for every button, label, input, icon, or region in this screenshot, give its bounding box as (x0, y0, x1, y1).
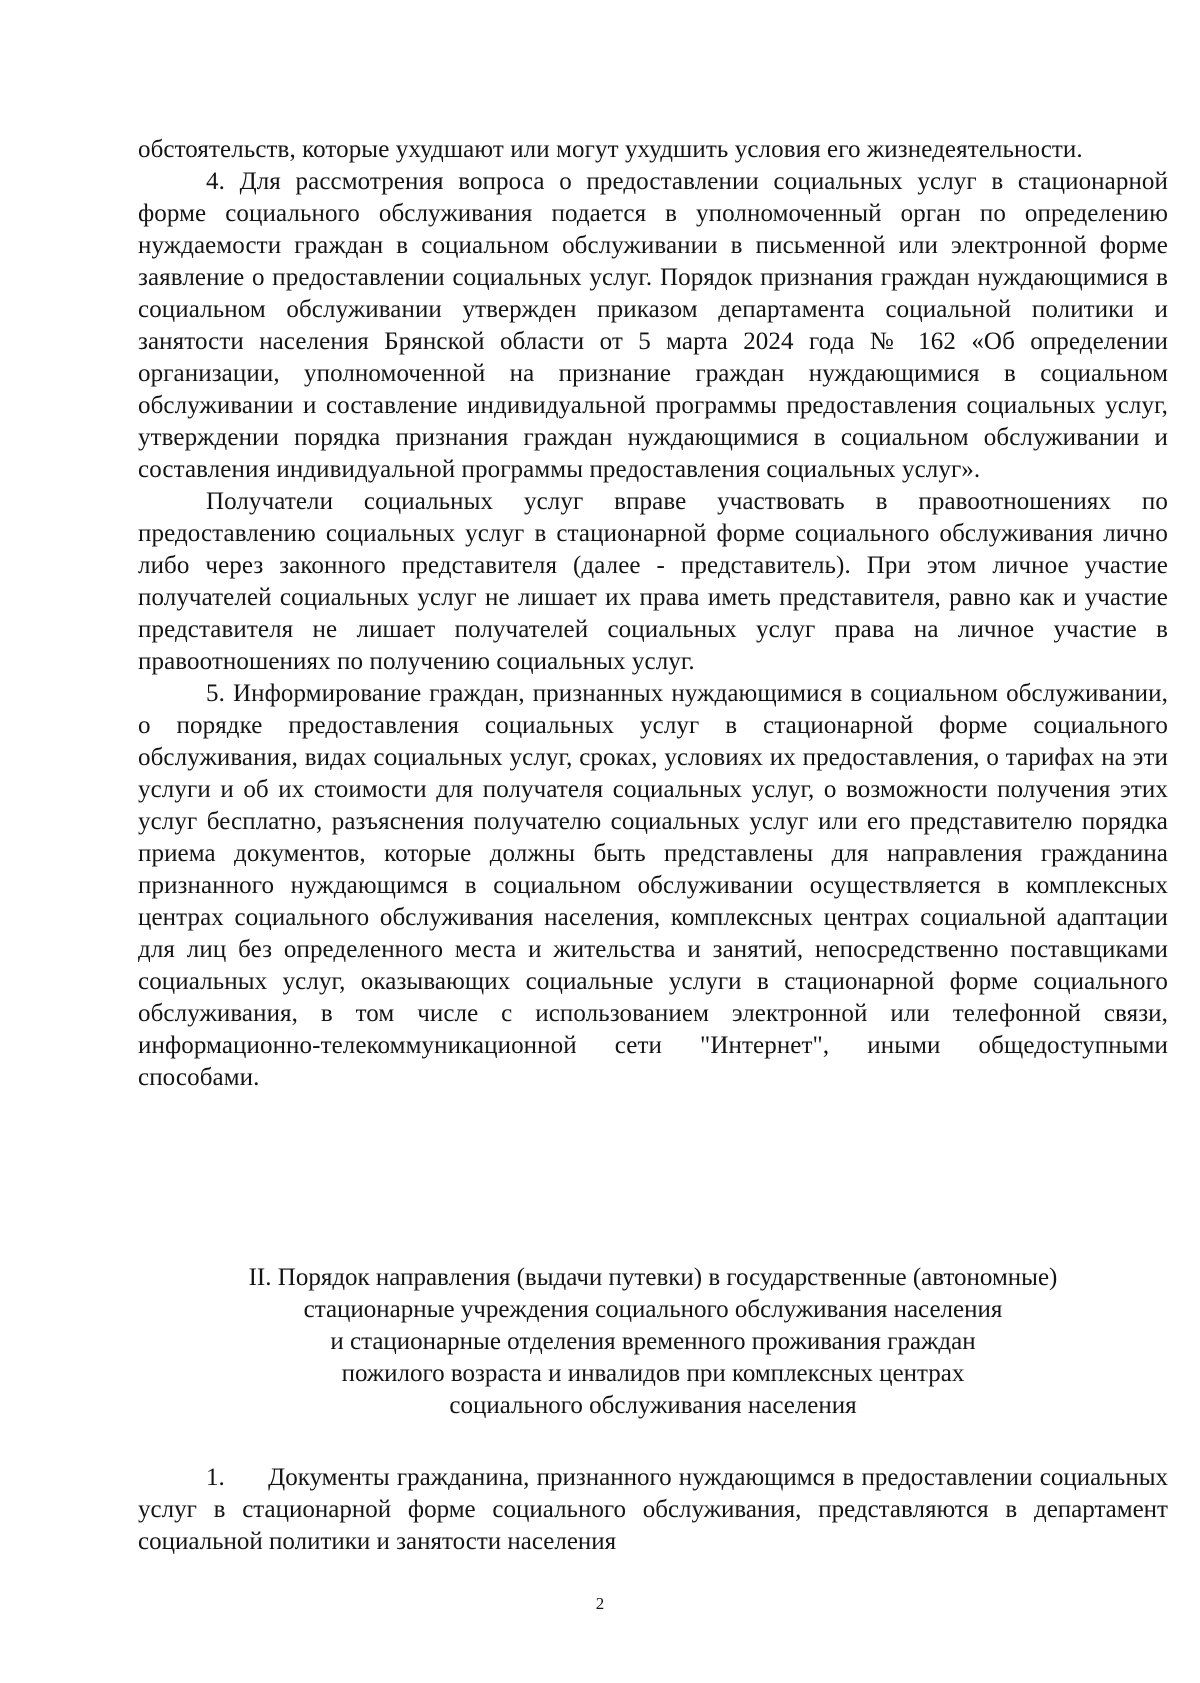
section-heading (138, 1262, 1168, 1422)
paragraph-section-item-1: 1. Документы гражданина, признанного нуждающимся в предоставлении социальных услуг в стационарной форме социального обслуживания, представляются в департамент социальной политики и занятости населения (138, 1464, 1175, 1555)
page-number: 2 (595, 1594, 605, 1613)
section-heading-line: II. Порядок направления (выдачи путевки) в государственные (автономные) (248, 1264, 1058, 1291)
paragraph-recipients: Получатели социальных услуг вправе участвовать в правоотношениях по предоставлению социальных услуг в стационарной форме социального обслуживания лично либо через законного представителя (далее - представитель). При этом личное участие получателей социальных услуг не лишает их права иметь представителя, равно как и участие представителя не лишает получателей социальных услуг права на личное участие в правоотношениях по получению социальных услуг. (138, 488, 1168, 675)
section-heading-line: пожилого возраста и инвалидов при комплексных центрах (341, 1360, 965, 1387)
paragraph-continuation: обстоятельств, которые ухудшают или могут ухудшить условия его жизнедеятельности. (138, 136, 1083, 163)
paragraph-item-5: 5. Информирование граждан, признанных нуждающимися в социальном обслуживании, о порядке предоставления социальных услуг в стационарной форме социального обслуживания, видах социальных услуг, сроках, условиях их предоставления, о тарифах на эти услуги и об их стоимости для получателя социальных услуг, о возможности получения этих услуг бесплатно, разъяснения получателю социальных услуг или его представителю порядка приема документов, которые должны быть представлены для направления гражданина признанного нуждающимся в социальном обслуживании осуществляется в комплексных центрах социального обслуживания населения, комплексных центрах социальной адаптации для лиц без определенного места и жительства и занятий, непосредственно поставщиками социальных услуг, оказывающих социальные услуги в стационарной форме социального обслуживания, в том числе с использованием электронной или телефонной связи, информационно-телекоммуникационной сети "Интернет", иными общедоступными способами. (138, 680, 1168, 1091)
section-heading-line: социального обслуживания населения (449, 1392, 857, 1419)
section-body (138, 1462, 1175, 1558)
document-body (138, 134, 1168, 1094)
paragraph-item-4: 4. Для рассмотрения вопроса о предоставлении социальных услуг в стационарной форме социального обслуживания подается в уполномоченный орган по определению нуждаемости граждан в социальном обслуживании в письменной или электронной форме заявление о предоставлении социальных услуг. Порядок признания граждан нуждающимися в социальном обслуживании утвержден приказом департамента социальной политики и занятости населения Брянской области от 5 марта 2024 года № 162 «Об определении организации, уполномоченной на признание граждан нуждающимися в социальном обслуживании и составление индивидуальной программы предоставления социальных услуг, утверждении порядка признания граждан нуждающимися в социальном обслуживании и составления индивидуальной программы предоставления социальных услуг». (138, 168, 1168, 483)
section-heading-line: и стационарные отделения временного проживания граждан (330, 1328, 976, 1355)
section-heading-line: стационарные учреждения социального обслуживания населения (303, 1296, 1003, 1323)
